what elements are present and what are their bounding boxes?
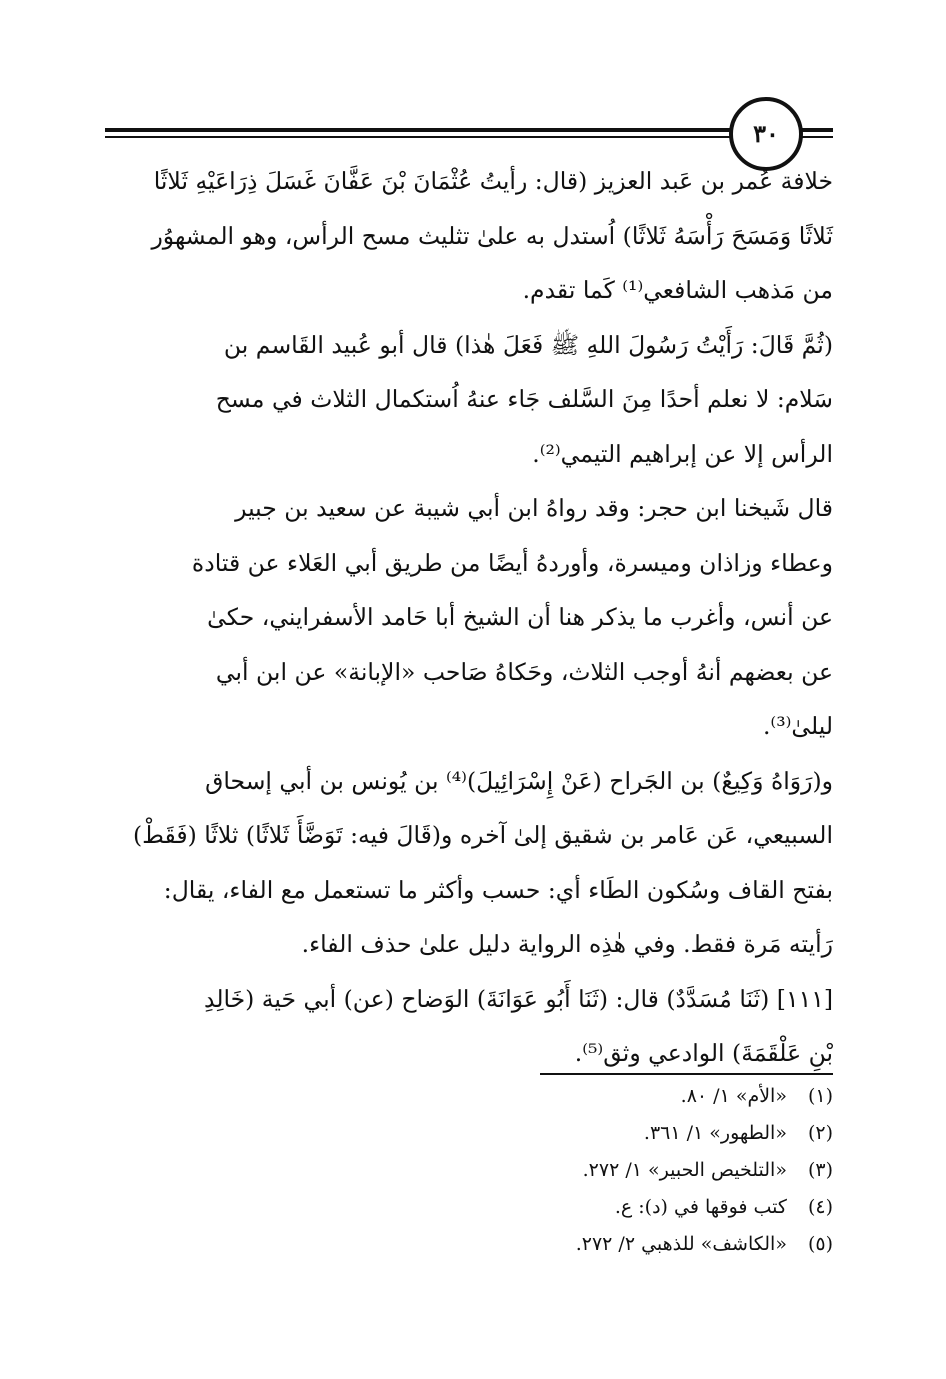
footnote-text: «التلخيص الحبير» ١/ ٢٧٢.	[582, 1159, 787, 1181]
footnote-number: (٥)	[807, 1233, 833, 1255]
footnote-number: (٢)	[807, 1122, 833, 1144]
text-line: ليلىٰ⁽³⁾.	[762, 712, 833, 740]
footnote-text: «الكاشف» للذهبي ٢/ ٢٧٢.	[575, 1233, 787, 1255]
text-line: بْنِ عَلْقَمَةَ) الوادعي وثق⁽⁵⁾.	[574, 1039, 833, 1067]
text-line: عن أنس، وأغرب ما يذكر هنا أن الشيخ أبا حَامد الأسفرايني، حكىٰ	[207, 603, 833, 631]
text-line: ثَلاثًا وَمَسَحَ رَأْسَهُ ثَلاثًا) اُستدل به علىٰ تثليث مسح الرأس، وهو المشهوُر	[151, 221, 833, 250]
footnote-number: (٣)	[807, 1159, 833, 1181]
page-number: ٣٠	[753, 119, 779, 148]
text-line: قال شَيخنا ابن حجر: وقد رواهُ ابن أبي شيبة عن سعيد بن جبير	[235, 494, 833, 522]
text-line: [١١١] (ثَنَا مُسَدَّدٌ) قال: (ثَنَا أَبُو عَوَانَةَ) الوَضاح (عن) أبي حَية (خَالِدِ	[203, 984, 833, 1013]
text-line: بفتح القاف وسُكون الطَاء أي: حسب وأكثر ما تستعمل مع الفاء، يقال:	[163, 875, 833, 904]
text-line: من مَذهب الشافعي⁽¹⁾ كَما تقدم.	[522, 276, 833, 304]
footnote-text: كتب فوقها في (د): ع.	[614, 1196, 787, 1218]
footnote-number: (٤)	[807, 1196, 833, 1218]
footnote	[100, 1226, 833, 1263]
text-line: الرأس إلا عن إبراهيم التيمي⁽²⁾.	[532, 439, 833, 468]
text-line: عن بعضهم أنهُ أوجب الثلاث، وحَكاهُ صَاحب «الإبانة» عن ابن أبي	[215, 657, 833, 686]
footnote	[100, 1152, 833, 1189]
main-text	[100, 154, 833, 1081]
footnote-number: (١)	[807, 1085, 833, 1107]
footnote	[100, 1189, 833, 1226]
footnote-text: «الأم» ١/ ٨٠.	[680, 1085, 787, 1107]
footnote	[100, 1078, 833, 1115]
text-line: وعطاء وزاذان وميسرة، وأوردهُ أيضًا من طريق أبي العَلاء عن قتادة	[191, 548, 833, 577]
text-line: رَأيته مَرة فقط. وفي هٰذِه الرواية دليل علىٰ حذف الفاء.	[301, 930, 833, 958]
footnotes	[100, 1078, 833, 1263]
footnote-separator	[540, 1073, 833, 1075]
header-rule	[105, 128, 832, 140]
text-line: سَلام: لا نعلم أحدًا مِنَ السَّلف جَاء عنهُ اُستكمال الثلاث في مسح	[215, 385, 833, 413]
text-line: (ثُمَّ قَالَ: رَأَيْتُ رَسُولَ اللهِ ﷺ فَعَلَ هٰذا) قال أبو عُبيد القَاسم بن	[223, 330, 833, 359]
text-line: و(رَوَاهُ وَكِيعٌ) بن الجَراح (عَنْ إِسْرَائِيلَ)⁽⁴⁾ بن يُونس بن أبي إسحاق	[205, 766, 833, 795]
footnote	[100, 1115, 833, 1152]
text-line: خلافة عُمر بن عَبد العزيز (قال: رأيتُ عُثْمَانَ بْنَ عَفَّانَ غَسَلَ ذِرَاعَيْهِ ثَلاثًا	[153, 167, 833, 195]
text-line: السبيعي، عَن عَامر بن شقيق إلىٰ آخره و(قَالَ فيه: تَوَضَّأَ ثَلاثًا) ثلاثًا (فَقَطْ)	[132, 821, 833, 849]
header-rule-tail	[800, 128, 833, 140]
footnote-text: «الطهور» ١/ ٣٦١.	[643, 1122, 787, 1144]
